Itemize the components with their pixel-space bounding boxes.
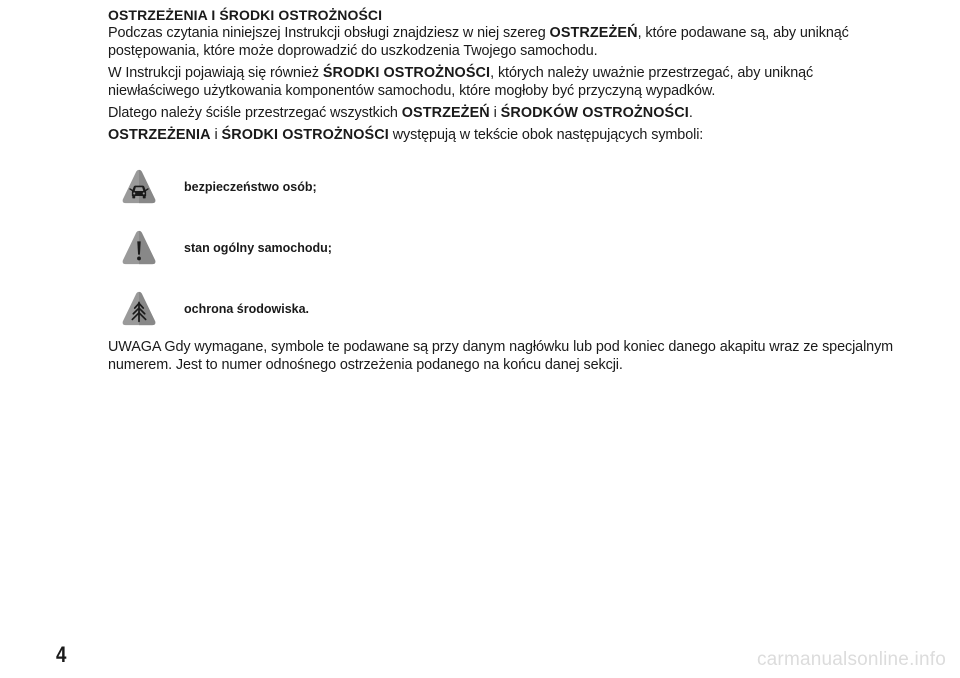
text-run: , które podawane są, aby uniknąć postępowania, które może doprowadzić do uszkodzenia Twojego samochodu.	[108, 25, 849, 59]
exclamation-warning-icon	[120, 229, 158, 267]
bold-term-precautions: ŚRODKI OSTROŻNOŚCI	[221, 127, 389, 143]
bold-term-warnings: OSTRZEŻEŃ	[401, 105, 490, 121]
paragraph-symbols-intro	[108, 126, 908, 144]
note-paragraph: UWAGA Gdy wymagane, symbole te podawane są przy danym nagłówku lub pod koniec danego akapitu wraz ze specjalnym numerem. Jest to numer odnośnego ostrzeżenia podanego na końcu danej sekcji.	[108, 339, 894, 373]
text-run: i	[489, 105, 501, 121]
text-run: , których należy uważnie przestrzegać, aby uniknąć niewłaściwego użytkowania komponentów samochodu, które mogłoby być przyczyną wypadków.	[108, 65, 814, 99]
watermark: carmanualsonline.info	[756, 649, 946, 670]
symbol-label: bezpieczeństwo osób;	[184, 180, 317, 194]
symbol-row-personal-safety	[120, 168, 908, 206]
text-run: i	[210, 127, 222, 143]
bold-term-warnings: OSTRZEŻEŃ	[549, 25, 638, 41]
symbol-label: stan ogólny samochodu;	[184, 241, 332, 255]
bold-term-warnings: OSTRZEŻENIA	[108, 127, 211, 143]
text-run: Dlatego należy ściśle przestrzegać wszystkich	[108, 105, 402, 121]
text-run: W Instrukcji pojawiają się również	[108, 65, 323, 81]
paragraph-warnings-intro	[108, 24, 908, 60]
symbol-row-vehicle-condition	[120, 229, 908, 267]
tree-environment-icon	[120, 290, 158, 328]
paragraph-precautions-intro	[108, 64, 908, 100]
bold-term-precautions: ŚRODKI OSTROŻNOŚCI	[322, 65, 491, 81]
paragraph-observe	[108, 104, 908, 122]
text-run: występują w tekście obok następujących symboli:	[388, 127, 704, 143]
personal-safety-car-icon	[120, 168, 158, 206]
text-run: Podczas czytania niniejszej Instrukcji obsługi znajdziesz w niej szereg	[108, 25, 550, 41]
text-run: .	[688, 105, 693, 121]
symbol-row-environment	[120, 290, 908, 328]
bold-term-precautions: ŚRODKÓW OSTROŻNOŚCI	[500, 105, 689, 121]
symbol-label: ochrona środowiska.	[184, 302, 310, 316]
manual-page	[108, 6, 908, 378]
page-number: 4	[56, 642, 67, 667]
symbol-list	[108, 168, 908, 328]
section-heading: OSTRZEŻENIA I ŚRODKI OSTROŻNOŚCI	[108, 7, 383, 23]
